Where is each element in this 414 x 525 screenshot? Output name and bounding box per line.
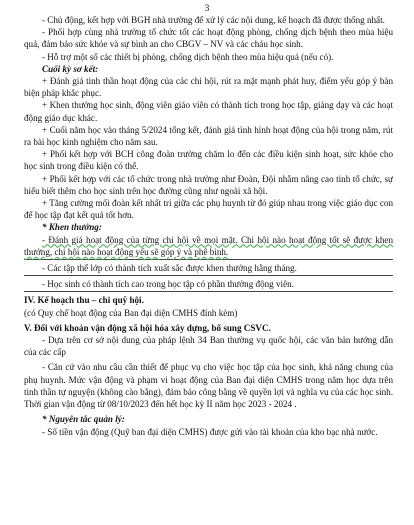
paragraph: + Khen thưởng học sinh, động viên giáo viên có thành tích trong học tập, giảng dạy và các hoạt động giáo dục khác. (24, 100, 393, 123)
paragraph: + Đánh giá tinh thần hoạt động của các chi hội, rút ra mặt mạnh phát huy, điểm yếu góp ý bàn biện pháp khắc phục. (24, 76, 393, 99)
subheading-management-principles: * Nguyên tắc quản lý: (42, 414, 125, 425)
document-body (24, 14, 393, 438)
page-number: 3 (204, 4, 210, 14)
paragraph: + Cuối năm học vào tháng 5/2024 tổng kết, đánh giá tình hình hoạt động của hội trong năm, rút ra bài học kinh nghiệm cho năm sau. (24, 124, 393, 148)
paragraph: - Hỗ trợ một số các thiết bị phòng, chống dịch bệnh theo mùa hiệu quả (nếu có). (42, 51, 334, 62)
section-heading-v: V. Đối với khoản vận động xã hội hóa xây dựng, bổ sung CSVC. (24, 322, 271, 333)
subheading-end-term-review: Cuối kỳ sơ kết: (42, 63, 99, 74)
divider (24, 259, 393, 260)
section-heading-iv: IV. Kế hoạch thu – chi quỹ hội. (24, 295, 144, 306)
subheading-rewards: * Khen thưởng: (42, 222, 102, 233)
paragraph: (có Quy chế hoạt động của Ban đại diện CMHS đính kèm) (24, 307, 238, 318)
paragraph: - Phối hợp cùng nhà trường tổ chức tốt các hoạt động phòng, chống dịch bệnh theo mùa hiệu quả, đảm bảo sức khỏe và sự bình an cho CBGV – NV và các cháu học sinh. (24, 27, 393, 50)
paragraph: + Phối kết hợp với BCH công đoàn trường chăm lo đến các điều kiện sinh hoạt, sức khỏe cho học sinh trong điều kiện có thể. (24, 149, 393, 172)
paragraph: + Phối kết hợp với các tổ chức trong nhà trường như Đoàn, Đội nhằm nâng cao tinh tổ chức, sự hiểu biết thêm cho học sinh trên học đường cũng như ngoài xã hội. (24, 173, 393, 196)
paragraph: - Chủ động, kết hợp với BGH nhà trường để xử lý các nội dung, kế hoạch đã được thống nhất. (42, 15, 385, 25)
divider (24, 275, 393, 276)
divider (24, 291, 393, 292)
paragraph: - Các tập thể lớp có thành tích xuất sắc được khen thưởng hằng tháng. (42, 263, 297, 274)
paragraph: - Căn cứ vào nhu cầu cần thiết để phục vụ cho việc học tập của học sinh, khả năng chung của phụ huynh. Mức vận động và phạm vi hoạt động của Ban đại diện CMHS trong năm học dựa trên tinh thần tự nguyện (không cào bằng), đảm bảo công bằng về quyền lợi và nghĩa vụ của các học sinh. Thời gian vận động từ 08/10/2023 đến hết học kỳ II năm học 2023 - 2024 . (24, 362, 393, 410)
paragraph: - Số tiền vận động (Quỹ ban đại diện CMHS) được gửi vào tài khoản của kho bạc nhà nước. (42, 426, 378, 437)
paragraph: - Đánh giá hoạt động của từng chi hội về mọi mặt. Chi hội nào hoạt động tốt sẽ được khen thưởng, chi hội nào hoạt động yếu sẽ góp ý và phê bình. (24, 234, 393, 257)
paragraph: - Học sinh có thành tích cao trong học tập có phần thưởng động viên. (42, 279, 294, 290)
paragraph: - Dựa trên cơ sở nội dung của pháp lệnh 34 Ban thường vụ quốc hội, các văn bản hướng dẫn của các cấp (24, 335, 393, 358)
paragraph: + Tăng cường mối đoàn kết nhất trí giữa các phụ huynh từ đó giúp nhau trong việc giáo dục con để học tập đạt kết quả tốt hơn. (24, 198, 393, 221)
